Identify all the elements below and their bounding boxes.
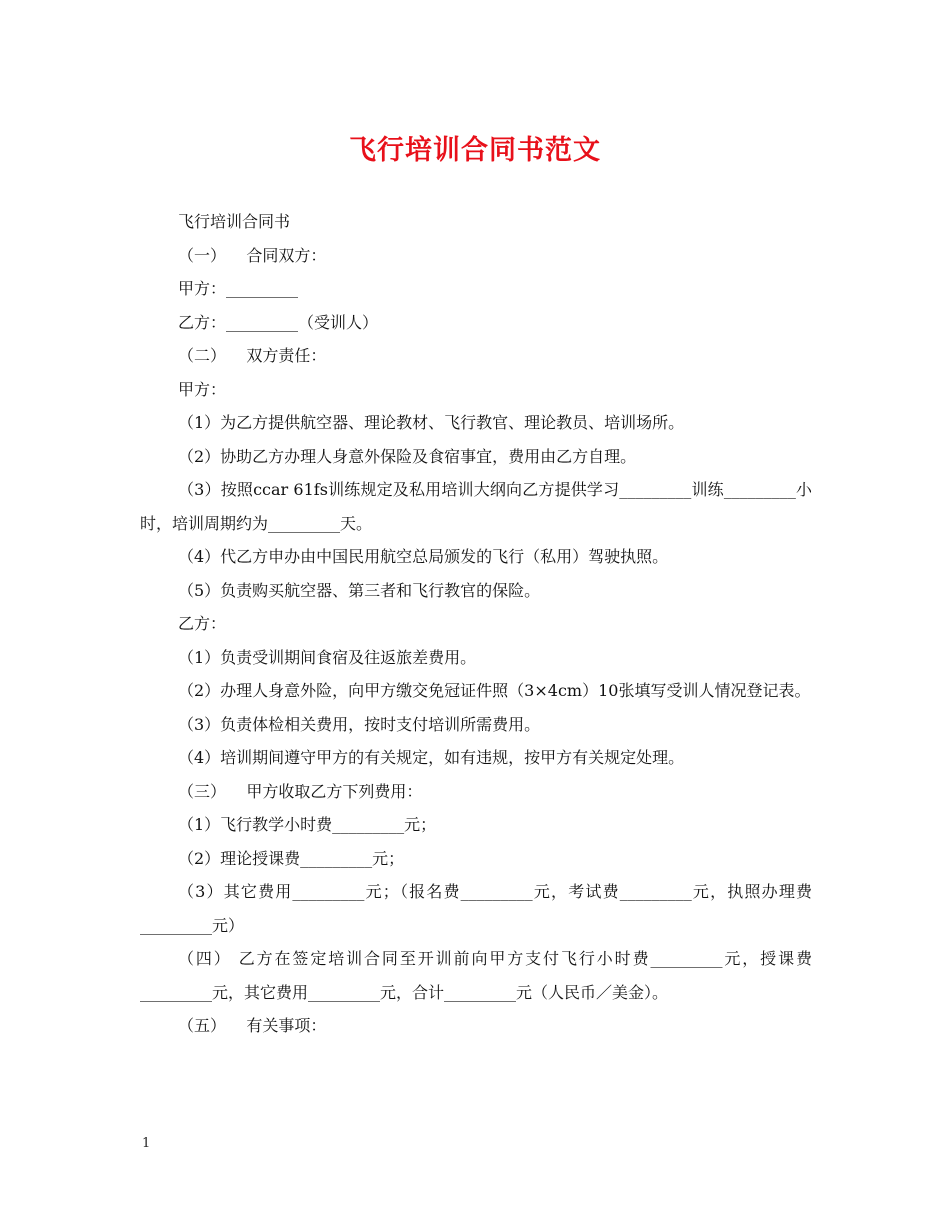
text-line: 飞行培训合同书: [178, 212, 291, 231]
paragraph: （3）按照ccar 61fs训练规定及私用培训大纲向乙方提供学习_________训练_________小时，培训周期约为_________天。: [140, 480, 812, 533]
section-heading-responsibilities: （二） 双方责任：: [178, 346, 327, 365]
text-line: （1）飞行教学小时费_________元；: [178, 815, 437, 834]
section-heading-matters: （五） 有关事项：: [178, 1016, 327, 1035]
text-line: （2）理论授课费_________元；: [178, 848, 405, 868]
text-line: 甲方：: [178, 379, 227, 399]
paragraph: （四） 乙方在签定培训合同至开训前向甲方支付飞行小时费_________元，授课费_________元，其它费用_________元，合计_________元（人民币／美金）。: [140, 949, 812, 1002]
text-line: （1）负责受训期间食宿及往返旅差费用。: [178, 647, 477, 667]
text-line: （4）培训期间遵守甲方的有关规定，如有违规，按甲方有关规定处理。: [178, 748, 685, 767]
text-line: （5）负责购买航空器、第三者和飞行教官的保险。: [178, 580, 541, 600]
text-line: 甲方：_________: [178, 279, 299, 298]
document-title: 飞行培训合同书范文: [349, 135, 601, 166]
text-line: （2）协助乙方办理人身意外保险及食宿事宜，费用由乙方自理。: [178, 446, 637, 466]
section-heading-parties: （一） 合同双方：: [178, 245, 327, 265]
text-line: 乙方：: [178, 614, 227, 633]
page-number: 1: [142, 1136, 151, 1151]
document-body: [140, 205, 812, 1043]
text-line: 乙方：_________（受训人）: [178, 312, 379, 332]
text-line: （3）负责体检相关费用，按时支付培训所需费用。: [178, 714, 541, 734]
text-line: （1）为乙方提供航空器、理论教材、飞行教官、理论教员、培训场所。: [178, 413, 685, 432]
paragraph: （3）其它费用_________元；（报名费_________元，考试费_________元，执照办理费_________元）: [140, 882, 812, 935]
text-line: （4）代乙方申办由中国民用航空总局颁发的飞行（私用）驾驶执照。: [178, 547, 669, 566]
section-heading-fees: （三） 甲方收取乙方下列费用：: [178, 781, 423, 801]
paragraph: （2）办理人身意外险，向甲方缴交免冠证件照（3×4cm）10张填写受训人情况登记表。: [178, 681, 811, 700]
